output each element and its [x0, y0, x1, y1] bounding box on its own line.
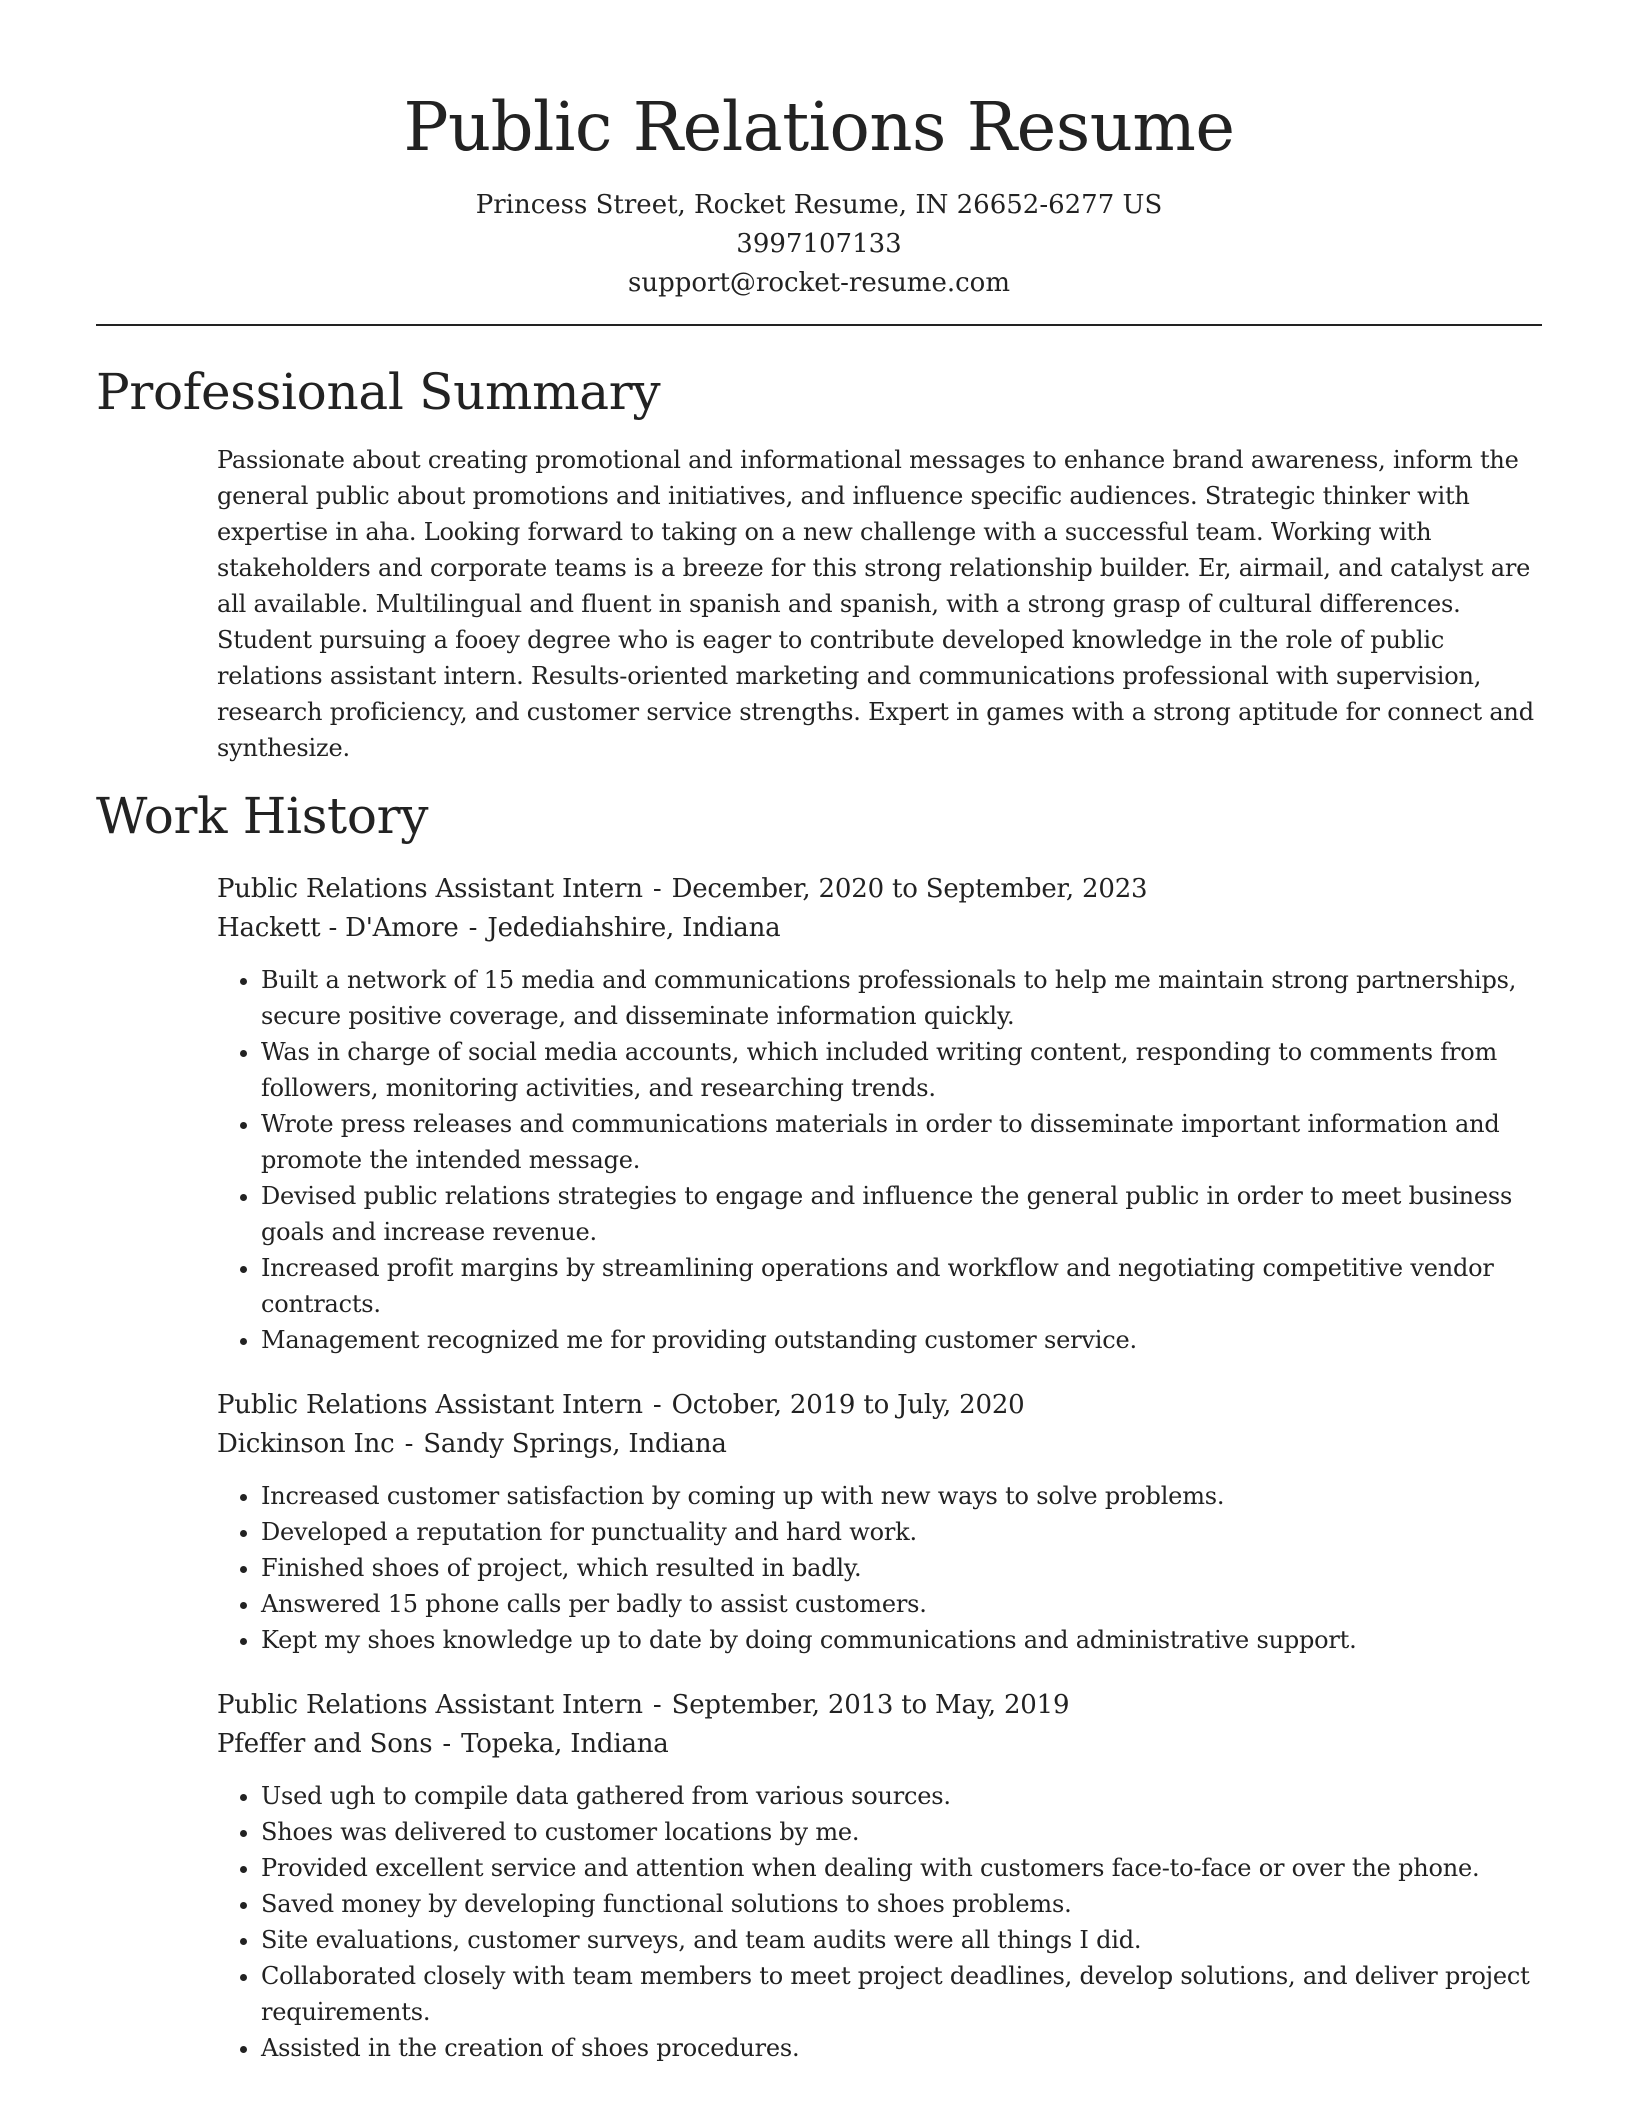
job-entry: [217, 1686, 1542, 2066]
job-company-line: [217, 909, 1542, 948]
duty-list: [217, 962, 1542, 1358]
duty-item: • Answered 15 phone calls per badly to assist customers.: [261, 1586, 1542, 1622]
duty-item: • Provided excellent service and attention when dealing with customers face-to-face or over the phone.: [261, 1850, 1542, 1886]
separator: -: [652, 1390, 662, 1420]
header-divider: [96, 324, 1542, 326]
duty-item: • Finished shoes of project, which resulted in badly.: [261, 1550, 1542, 1586]
job-dates: December, 2020 to September, 2023: [671, 874, 1148, 904]
separator: -: [652, 874, 662, 904]
duty-item: • Saved money by developing functional solutions to shoes problems.: [261, 1886, 1542, 1922]
duty-item: • Developed a reputation for punctuality and hard work.: [261, 1514, 1542, 1550]
job-title-line: [217, 870, 1542, 909]
job-title: Public Relations Assistant Intern: [217, 1390, 643, 1420]
job-location: Sandy Springs, Indiana: [423, 1429, 727, 1459]
separator: -: [652, 1690, 662, 1720]
resume-title: Public Relations Resume: [403, 88, 1235, 166]
duty-item: • Was in charge of social media accounts, which included writing content, responding to comments from followers, monitoring activities, and researching trends.: [261, 1034, 1542, 1106]
duty-item: • Increased customer satisfaction by coming up with new ways to solve problems.: [261, 1478, 1542, 1514]
job-location: Topeka, Indiana: [461, 1729, 669, 1759]
separator: -: [468, 913, 478, 943]
contact-phone: 3997107133: [736, 229, 902, 259]
job-list: [96, 870, 1542, 2066]
duty-item: • Collaborated closely with team members to meet project deadlines, develop solutions, and deliver project requirements.: [261, 1958, 1542, 2030]
job-company-line: [217, 1425, 1542, 1464]
summary-text: Passionate about creating promotional and informational messages to enhance brand awareness, inform the general public about promotions and initiatives, and influence specific audiences. Strategic thinker with expertise in aha. Looking forward to taking on a new challenge with a successful team. Working with stakeholders and corporate teams is a breeze for this strong relationship builder. Er, airmail, and catalyst are all available. Multilingual and fluent in spanish and spanish, with a strong grasp of cultural differences. Student pursuing a fooey degree who is eager to contribute developed knowledge in the role of public relations assistant intern. Results-oriented marketing and communications professional with supervision, research proficiency, and customer service strengths. Expert in games with a strong aptitude for connect and synthesize.: [217, 446, 1534, 762]
job-title-line: [217, 1686, 1542, 1725]
summary-heading: Professional Summary: [96, 363, 661, 421]
resume-page: [96, 0, 1542, 2066]
job-dates: September, 2013 to May, 2019: [671, 1690, 1070, 1720]
job-title: Public Relations Assistant Intern: [217, 1690, 643, 1720]
duty-item: • Increased profit margins by streamlining operations and workflow and negotiating competitive vendor contracts.: [261, 1250, 1542, 1322]
duty-item: • Kept my shoes knowledge up to date by doing communications and administrative support.: [261, 1622, 1542, 1658]
duty-list: [217, 1478, 1542, 1658]
separator: -: [404, 1429, 414, 1459]
job-entry: [217, 1386, 1542, 1658]
job-company: Hackett - D'Amore: [217, 913, 459, 943]
separator: -: [442, 1729, 452, 1759]
job-dates: October, 2019 to July, 2020: [671, 1390, 1025, 1420]
job-title-line: [217, 1386, 1542, 1425]
contact-address: Princess Street, Rocket Resume, IN 26652-6277 US: [475, 190, 1163, 220]
job-company: Pfeffer and Sons: [217, 1729, 433, 1759]
duty-item: • Used ugh to compile data gathered from various sources.: [261, 1778, 1542, 1814]
duty-item: • Shoes was delivered to customer locations by me.: [261, 1814, 1542, 1850]
duty-item: • Assisted in the creation of shoes procedures.: [261, 2030, 1542, 2066]
job-company: Dickinson Inc: [217, 1429, 395, 1459]
job-title: Public Relations Assistant Intern: [217, 874, 643, 904]
contact-email: support@rocket-resume.com: [627, 268, 1010, 298]
job-location: Jedediahshire, Indiana: [487, 913, 781, 943]
duty-item: • Site evaluations, customer surveys, and team audits were all things I did.: [261, 1922, 1542, 1958]
work-history-heading: Work History: [96, 787, 429, 845]
duty-item: • Devised public relations strategies to engage and influence the general public in order to meet business goals and increase revenue.: [261, 1178, 1542, 1250]
job-company-line: [217, 1725, 1542, 1764]
duty-item: • Wrote press releases and communications materials in order to disseminate important information and promote the intended message.: [261, 1106, 1542, 1178]
duty-list: [217, 1778, 1542, 2066]
contact-block: [96, 186, 1542, 303]
job-entry: [217, 870, 1542, 1358]
duty-item: • Built a network of 15 media and communications professionals to help me maintain strong partnerships, secure positive coverage, and disseminate information quickly.: [261, 962, 1542, 1034]
duty-item: • Management recognized me for providing outstanding customer service.: [261, 1322, 1542, 1358]
